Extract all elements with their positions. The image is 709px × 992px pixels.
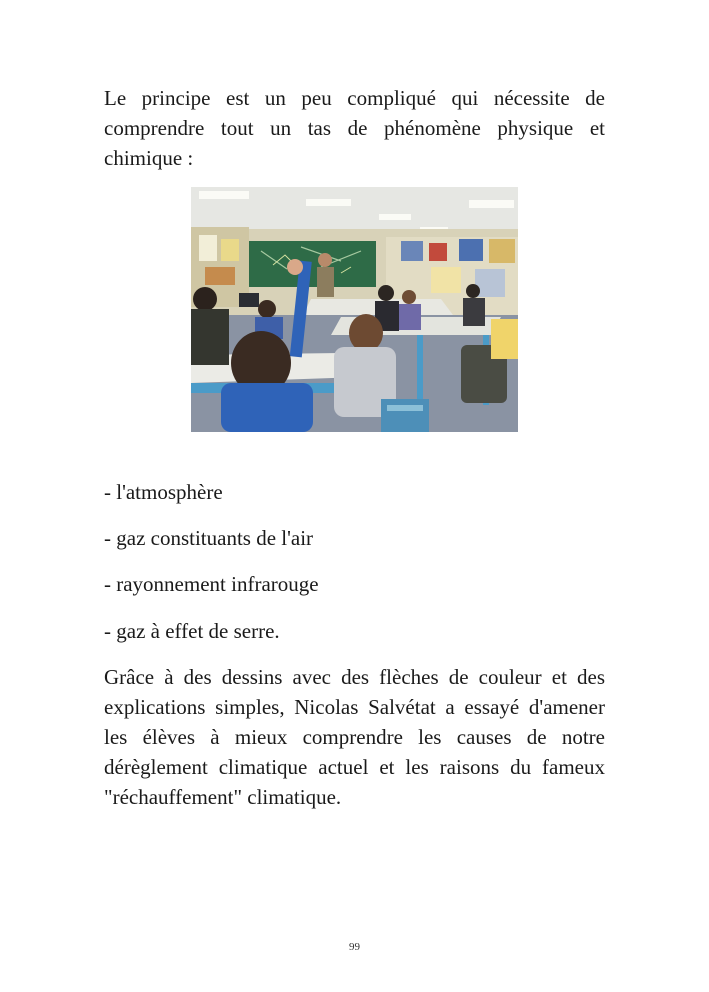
list-item-infrared: - rayonnement infrarouge	[104, 572, 319, 596]
list-item-greenhouse-gases: - gaz à effet de serre.	[104, 619, 280, 643]
list-item-atmosphere: - l'atmosphère	[104, 480, 223, 504]
closing-paragraph: Grâce à des dessins avec des flèches de couleur et des explications simples, Nicolas Salvétat a essayé d'amener les élèves à mieux comprendre les causes de notre dérèglement climatique actuel et les raisons du fameux "réchauffement" climatique.	[104, 665, 605, 809]
list-item-air-gases: - gaz constituants de l'air	[104, 526, 314, 550]
intro-paragraph: Le principe est un peu compliqué qui nécessite de comprendre tout un tas de phénomène physique et chimique :	[104, 86, 605, 170]
page-number: 99	[349, 941, 360, 953]
classroom-photo	[191, 187, 518, 432]
